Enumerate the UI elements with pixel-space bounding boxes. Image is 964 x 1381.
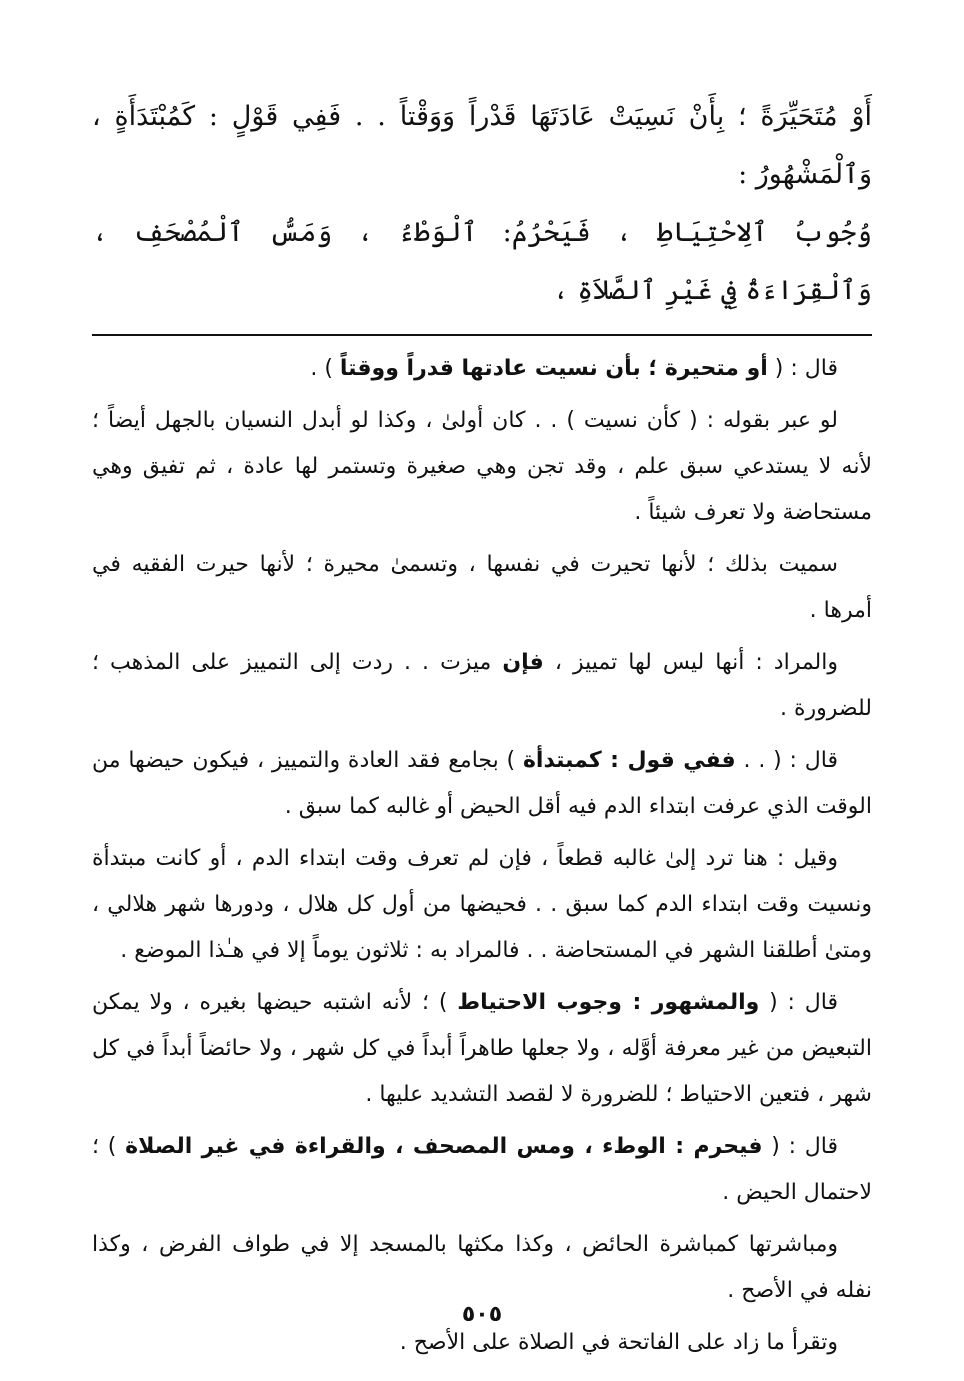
commentary-paragraph: وقيل : هنا ترد إلىٰ غالبه قطعاً ، فإن لم تعرف وقت ابتداء الدم ، أو كانت مبتدأة ونسيت وقت ابتداء الدم كما سبق . . فحيضها من أول كل هلال ، ودورها شهر هلالي ، ومتىٰ أطلقنا الشهر في المستحاضة . . فالمراد به : ثلاثون يوماً إلا في هـٰذا الموضع .: [92, 846, 872, 963]
commentary-paragraph: [92, 980, 872, 1118]
paragraph-text: والمراد : أنها ليس لها تمييز ،: [543, 650, 838, 675]
page-number: ٥٠٥: [461, 1302, 503, 1327]
commentary: [92, 346, 872, 1366]
commentary-paragraph: ومباشرتها كمباشرة الحائض ، وكذا مكثها بالمسجد إلا في طواف الفرض ، وكذا نفله في الأصح .: [92, 1232, 872, 1303]
commentary-paragraph: [92, 346, 872, 392]
quoted-matn: ففي قول : كمبتدأة: [522, 748, 736, 773]
paragraph-text: قال : (: [759, 990, 838, 1015]
matn-line: وُجُوبُ ٱلِاحْتِيَاطِ ، فَيَحْرُمُ: ٱلْوَطْءُ ، وَمَسُّ ٱلْمُصْحَفِ ، وَٱلْقِرَاءَةُ فِي غَيْرِ ٱلصَّلاَةِ ،: [92, 217, 872, 306]
paragraph-text: ) بجامع فقد العادة والتمييز ، فيكون حيضها من الوقت الذي عرفت ابتداء الدم فيه أقل الحيض أو غالبه كما سبق .: [92, 748, 872, 819]
commentary-paragraph: [92, 738, 872, 830]
paragraph-text: ) .: [310, 356, 340, 381]
paragraph-text: ) ؛ لاحتمال الحيض .: [92, 1134, 872, 1205]
quoted-matn: فيحرم : الوطء ، ومس المصحف ، والقراءة في غير الصلاة: [125, 1134, 763, 1159]
paragraph-text: ميزت . . ردت إلى التمييز على المذهب ؛ للضرورة .: [92, 650, 872, 721]
commentary-paragraph: [92, 640, 872, 732]
paragraph-text: قال : (: [767, 356, 838, 381]
quoted-matn: أو متحيرة ؛ بأن نسيت عادتها قدراً ووقتاً: [339, 356, 768, 381]
bold-word: فإن: [502, 650, 544, 675]
commentary-paragraph: سميت بذلك ؛ لأنها تحيرت في نفسها ، وتسمىٰ محيرة ؛ لأنها حيرت الفقيه في أمرها .: [92, 552, 872, 623]
paragraph-text: قال : (: [762, 1134, 839, 1159]
paragraph-text: قال : ( . .: [735, 748, 838, 773]
paragraph-text: ) ؛ لأنه اشتبه حيضها بغيره ، ولا يمكن التبعيض من غير معرفة أوَّله ، ولا جعلها طاهراً أبداً في كل شهر ، ولا حائضاً أبداً في كل شهر ، فتعين الاحتياط ؛ للضرورة لا لقصد التشديد عليها .: [92, 990, 872, 1107]
commentary-paragraph: [92, 1124, 872, 1216]
matn-line: أَوْ مُتَحَيِّرَةً ؛ بِأَنْ نَسِيَتْ عَادَتَهَا قَدْراً وَوَقْتاً . . فَفِي قَوْلٍ : كَمُبْتَدَأَةٍ ، وَٱلْمَشْهُورُ :: [92, 101, 872, 190]
page-body: [92, 88, 872, 1372]
commentary-paragraph: لو عبر بقوله : ( كأن نسيت ) . . كان أولىٰ ، وكذا لو أبدل النسيان بالجهل أيضاً ؛ لأنه لا يستدعي سبق علم ، وقد تجن وهي صغيرة وتستمر لها عادة ، ثم تفيق وهي مستحاضة ولا تعرف شيئاً .: [92, 408, 872, 525]
commentary-paragraph: وتقرأ ما زاد على الفاتحة في الصلاة على الأصح .: [399, 1330, 838, 1355]
separator-rule: [92, 334, 872, 336]
quoted-matn: والمشهور : وجوب الاحتياط: [457, 990, 760, 1015]
